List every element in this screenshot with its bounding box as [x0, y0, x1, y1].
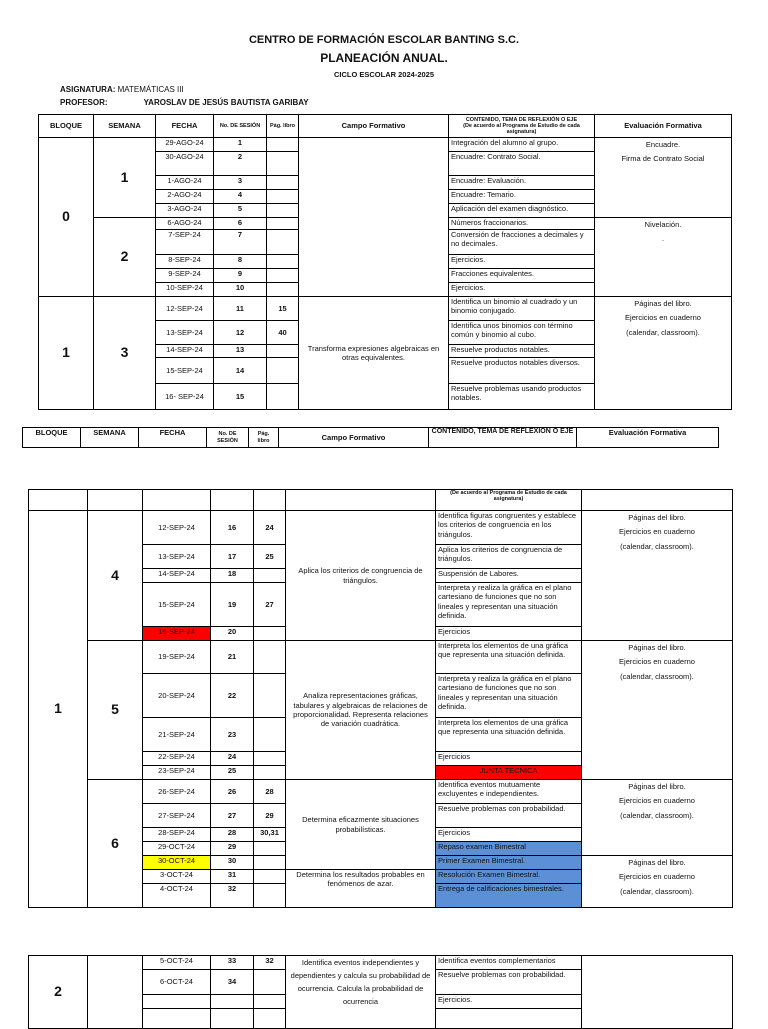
sesion-cell: 33 [211, 956, 254, 970]
pag-cell: 29 [254, 804, 286, 828]
sesion-cell: 20 [211, 627, 254, 641]
pag-cell: 15 [267, 297, 299, 321]
evaluacion-line: Páginas del libro. [628, 782, 686, 791]
header-sesion: No. DE SESIÓN [207, 428, 249, 448]
sesion-cell: 28 [211, 828, 254, 842]
header-evaluacion: Evaluación Formativa [595, 115, 732, 138]
evaluacion-line: Ejercicios en cuaderno [619, 872, 695, 882]
evaluacion-line: (calendar, classroom). [620, 541, 694, 551]
header-bloque: BLOQUE [39, 115, 94, 138]
fecha-cell: 26-SEP-24 [143, 780, 211, 804]
sesion-cell [211, 1009, 254, 1029]
sesion-cell: 22 [211, 674, 254, 718]
plan-table-1 [38, 114, 732, 410]
sesion-cell: 32 [211, 884, 254, 908]
pag-cell [254, 842, 286, 856]
pag-cell [254, 569, 286, 583]
contenido-cell: Resuelve productos notables. [449, 345, 595, 358]
table-row [29, 780, 733, 804]
pag-cell [254, 884, 286, 908]
contenido-cell: Interpreta y realiza la gráfica en el plano cartesiano de funciones que no son lineales y representan una situación definida. [436, 674, 582, 718]
contenido-cell: Integración del alumno al grupo. [449, 138, 595, 152]
contenido-cell: Encuadre: Contrato Social. [449, 152, 595, 176]
empty-cell [582, 490, 733, 511]
fecha-cell: 16- SEP-24 [156, 384, 214, 410]
table-row [29, 956, 733, 970]
pag-cell [254, 970, 286, 995]
evaluacion-line: (calendar, classroom). [620, 886, 694, 896]
fecha-cell: 6-AGO-24 [156, 218, 214, 230]
fecha-cell: 23-SEP-24 [143, 766, 211, 780]
pag-cell [267, 204, 299, 218]
semana-cell: 4 [88, 511, 143, 641]
pag-cell [254, 1009, 286, 1029]
fecha-cell: 30-AGO-24 [156, 152, 214, 176]
evaluacion-line: Páginas del libro. [628, 513, 686, 522]
contenido-cell: Identifica unos binomios con término común y binomio al cubo. [449, 321, 595, 345]
evaluacion-line: Páginas del libro. [628, 858, 686, 867]
fecha-cell: 13-SEP-24 [156, 321, 214, 345]
contenido-cell: Ejercicios [436, 752, 582, 766]
sesion-cell: 16 [211, 511, 254, 545]
campo-cell: Identifica eventos independientes y dependientes y calcula su probabilidad de ocurrencia. Calcula la probabilidad de ocurrencia [286, 956, 436, 1029]
evaluacion-line: (calendar, classroom). [626, 327, 700, 337]
sesion-cell: 8 [214, 255, 267, 269]
pag-cell: 25 [254, 545, 286, 569]
sesion-cell: 1 [214, 138, 267, 152]
pag-cell [267, 230, 299, 255]
fecha-cell: 21-SEP-24 [143, 718, 211, 752]
contenido-cell: Identifica eventos mutuamente excluyentes e independientes. [436, 780, 582, 804]
subject-line [60, 85, 184, 94]
bloque-cell: 2 [29, 956, 88, 1029]
document-title: PLANEACIÓN ANUAL. [320, 51, 448, 65]
pag-cell [254, 995, 286, 1009]
fecha-cell: 10-SEP-24 [156, 283, 214, 297]
evaluacion-cell [582, 511, 733, 641]
evaluacion-line: Firma de Contrato Social [621, 154, 705, 164]
fecha-cell: 12-SEP-24 [143, 511, 211, 545]
pag-cell [267, 176, 299, 190]
fecha-cell: 12-SEP-24 [156, 297, 214, 321]
pag-cell [254, 627, 286, 641]
fecha-cell: 5-OCT-24 [143, 956, 211, 970]
contenido-cell: Repaso examen Bimestral [436, 842, 582, 856]
header-row [39, 115, 732, 138]
empty-cell [211, 490, 254, 511]
pag-cell [254, 752, 286, 766]
fecha-cell [143, 995, 211, 1009]
contenido-cell: Conversión de fracciones a decimales y no decimales. [449, 230, 595, 255]
evaluacion-line: Ejercicios en cuaderno [619, 796, 695, 806]
contenido-cell: Ejercicios [436, 627, 582, 641]
pag-cell [267, 269, 299, 283]
contenido-cell: Resuelve problemas usando productos notables. [449, 384, 595, 410]
fecha-cell: 15-SEP-24 [156, 358, 214, 384]
table-row [29, 511, 733, 545]
evaluacion-line: Páginas del libro. [634, 299, 692, 308]
pag-cell [267, 218, 299, 230]
fecha-cell: 29-AGO-24 [156, 138, 214, 152]
contenido-cell: Resuelve problemas con probabilidad. [436, 804, 582, 828]
sesion-cell: 18 [211, 569, 254, 583]
campo-cell: Aplica los criterios de congruencia de triángulos. [286, 511, 436, 641]
repeat-header-table [22, 427, 719, 448]
empty-cell [88, 490, 143, 511]
header-bloque: BLOQUE [23, 428, 81, 448]
header-contenido [449, 115, 595, 138]
contenido-cell: Interpreta los elementos de una gráfica que representa una situación definida. [436, 641, 582, 674]
pag-cell [267, 358, 299, 384]
pag-cell [267, 384, 299, 410]
evaluacion-line: . [661, 234, 665, 244]
evaluacion-cell [595, 218, 732, 297]
pag-cell [254, 718, 286, 752]
sesion-cell: 23 [211, 718, 254, 752]
sesion-cell: 21 [211, 641, 254, 674]
header-fecha: FECHA [139, 428, 207, 448]
sesion-cell: 4 [214, 190, 267, 204]
header-campo: Campo Formativo [299, 115, 449, 138]
sesion-cell: 10 [214, 283, 267, 297]
pag-cell [254, 870, 286, 884]
sesion-cell: 13 [214, 345, 267, 358]
fecha-cell: 20-SEP-24 [143, 674, 211, 718]
header-sesion: No. DE SESIÓN [214, 115, 267, 138]
pag-cell: 28 [254, 780, 286, 804]
fecha-cell: 19-SEP-24 [143, 641, 211, 674]
sesion-cell: 17 [211, 545, 254, 569]
pag-cell [267, 152, 299, 176]
semana-cell: 2 [94, 218, 156, 297]
fecha-cell: 8-SEP-24 [156, 255, 214, 269]
header-contenido-note: (De acuerdo al Programa de Estudio de cada asignatura) [436, 490, 582, 511]
sesion-cell: 11 [214, 297, 267, 321]
semana-cell: 1 [94, 138, 156, 218]
campo-cell: Determina eficazmente situaciones probabilísticas. [286, 780, 436, 870]
sesion-cell: 2 [214, 152, 267, 176]
contenido-cell: Identifica figuras congruentes y establece los criterios de congruencia en los triángulos. [436, 511, 582, 545]
empty-cell [286, 490, 436, 511]
semana-cell [88, 956, 143, 1029]
header-row [23, 428, 719, 448]
campo-cell: Analiza representaciones gráficas, tabulares y algebraicas de relaciones de proporcionalidad. Representa relaciones de variación cuadrática. [286, 641, 436, 780]
pag-cell: 30,31 [254, 828, 286, 842]
fecha-cell: 28-SEP-24 [143, 828, 211, 842]
fecha-cell: 27-SEP-24 [143, 804, 211, 828]
fecha-cell: 1-AGO-24 [156, 176, 214, 190]
bloque-cell: 0 [39, 138, 94, 297]
evaluacion-cell [582, 856, 733, 908]
table-row [29, 641, 733, 674]
sesion-cell: 26 [211, 780, 254, 804]
contenido-cell: Entrega de calificaciones bimestrales. [436, 884, 582, 908]
evaluacion-cell [582, 956, 733, 1029]
contenido-cell: Ejercicios. [449, 283, 595, 297]
sesion-cell: 25 [211, 766, 254, 780]
evaluacion-line: Páginas del libro. [628, 643, 686, 652]
pag-cell: 32 [254, 956, 286, 970]
fecha-cell: 4-OCT-24 [143, 884, 211, 908]
sesion-cell: 6 [214, 218, 267, 230]
evaluacion-cell [595, 297, 732, 410]
campo-cell: Transforma expresiones algebraicas en otras equivalentes. [299, 297, 449, 410]
teacher-line [60, 98, 309, 107]
fecha-cell: 13-SEP-24 [143, 545, 211, 569]
sesion-cell: 29 [211, 842, 254, 856]
header-contenido: CONTENIDO, TEMA DE REFLEXIÓN O EJE [429, 428, 577, 448]
evaluacion-line: Ejercicios en cuaderno [619, 657, 695, 667]
contenido-cell: Primer Examen Bimestral. [436, 856, 582, 870]
evaluacion-line: (calendar, classroom). [620, 671, 694, 681]
contenido-cell: Aplicación del examen diagnóstico. [449, 204, 595, 218]
sesion-cell: 5 [214, 204, 267, 218]
contenido-cell: JUNTA TÉCNICA [436, 766, 582, 780]
pag-cell [254, 641, 286, 674]
header-contenido-note: (De acuerdo al Programa de Estudio de cada asignatura) [463, 122, 580, 136]
pag-cell [254, 766, 286, 780]
plan-table-3 [28, 955, 733, 1029]
fecha-cell: 14-SEP-24 [143, 569, 211, 583]
header-semana: SEMANA [81, 428, 139, 448]
table-row [39, 297, 732, 321]
pag-cell: 24 [254, 511, 286, 545]
fecha-cell: 16-SEP-24 [143, 627, 211, 641]
fecha-cell: 2-AGO-24 [156, 190, 214, 204]
sesion-cell [211, 995, 254, 1009]
header-fecha: FECHA [156, 115, 214, 138]
header-campo: Campo Formativo [279, 428, 429, 448]
fecha-cell: 7-SEP-24 [156, 230, 214, 255]
header-semana: SEMANA [94, 115, 156, 138]
campo-cell [299, 138, 449, 297]
contenido-cell: Identifica eventos complementarios [436, 956, 582, 970]
fecha-cell: 3-AGO-24 [156, 204, 214, 218]
evaluacion-cell [582, 780, 733, 856]
header-pag: Pág. libro [267, 115, 299, 138]
sesion-cell: 31 [211, 870, 254, 884]
school-title: CENTRO DE FORMACIÓN ESCOLAR BANTING S.C. [248, 34, 520, 46]
empty-cell [29, 490, 88, 511]
sesion-cell: 12 [214, 321, 267, 345]
contenido-cell: Resuelve problemas con probabilidad. [436, 970, 582, 995]
contenido-cell: Ejercicios [436, 828, 582, 842]
teacher-value: YAROSLAV DE JESÚS BAUTISTA GARIBAY [143, 98, 309, 107]
evaluacion-line: Nivelación. [644, 220, 682, 229]
subject-value: MATEMÁTICAS III [117, 85, 184, 94]
contenido-cell: Números fraccionarios. [449, 218, 595, 230]
plan-table-2 [28, 489, 733, 908]
campo-cell: Determina los resultados probables en fenómenos de azar. [286, 870, 436, 908]
semana-cell: 5 [88, 641, 143, 780]
sesion-cell: 34 [211, 970, 254, 995]
evaluacion-cell [595, 138, 732, 218]
pag-cell [267, 138, 299, 152]
contenido-cell: Resolución Examen Bimestral. [436, 870, 582, 884]
contenido-cell: Encuadre: Temario. [449, 190, 595, 204]
contenido-cell: Suspensión de Labores. [436, 569, 582, 583]
fecha-cell: 29-OCT-24 [143, 842, 211, 856]
sesion-cell: 7 [214, 230, 267, 255]
table-row [29, 490, 733, 511]
evaluacion-line: Encuadre. [645, 140, 681, 149]
contenido-cell: Encuadre: Evaluación. [449, 176, 595, 190]
contenido-cell: Identifica un binomio al cuadrado y un binomio conjugado. [449, 297, 595, 321]
sesion-cell: 30 [211, 856, 254, 870]
pag-cell [267, 283, 299, 297]
contenido-cell: Fracciones equivalentes. [449, 269, 595, 283]
sesion-cell: 14 [214, 358, 267, 384]
sesion-cell: 3 [214, 176, 267, 190]
header-pag: Pág. libro [249, 428, 279, 448]
bloque-cell: 1 [29, 511, 88, 908]
evaluacion-line: Ejercicios en cuaderno [625, 313, 701, 323]
fecha-cell: 9-SEP-24 [156, 269, 214, 283]
sesion-cell: 15 [214, 384, 267, 410]
pag-cell: 40 [267, 321, 299, 345]
empty-cell [143, 490, 211, 511]
evaluacion-line: (calendar, classroom). [620, 810, 694, 820]
teacher-label: PROFESOR: [60, 98, 108, 107]
bloque-cell: 1 [39, 297, 94, 410]
fecha-cell: 14-SEP-24 [156, 345, 214, 358]
pag-cell [267, 345, 299, 358]
header-contenido-title: CONTENIDO, TEMA DE REFLEXIÓN O EJE [465, 116, 578, 123]
subject-label: ASIGNATURA: [60, 85, 116, 94]
sesion-cell: 27 [211, 804, 254, 828]
contenido-cell: Interpreta y realiza la gráfica en el plano cartesiano de funciones que no son lineales y representan una situación definida. [436, 583, 582, 627]
sesion-cell: 9 [214, 269, 267, 283]
pag-cell [267, 190, 299, 204]
fecha-cell: 15-SEP-24 [143, 583, 211, 627]
pag-cell [254, 856, 286, 870]
contenido-cell [436, 1009, 582, 1029]
semana-cell: 6 [88, 780, 143, 908]
evaluacion-cell [582, 641, 733, 780]
contenido-cell: Ejercicios. [449, 255, 595, 269]
fecha-cell: 22-SEP-24 [143, 752, 211, 766]
empty-cell [254, 490, 286, 511]
sesion-cell: 24 [211, 752, 254, 766]
pag-cell: 27 [254, 583, 286, 627]
contenido-cell: Resuelve productos notables diversos. [449, 358, 595, 384]
contenido-cell: Aplica los criterios de congruencia de triángulos. [436, 545, 582, 569]
fecha-cell: 30-OCT-24 [143, 856, 211, 870]
semana-cell: 3 [94, 297, 156, 410]
evaluacion-line: Ejercicios en cuaderno [619, 527, 695, 537]
pag-cell [267, 255, 299, 269]
header-evaluacion: Evaluación Formativa [577, 428, 719, 448]
pag-cell [254, 674, 286, 718]
sesion-cell: 19 [211, 583, 254, 627]
fecha-cell: 3-OCT-24 [143, 870, 211, 884]
fecha-cell: 6-OCT-24 [143, 970, 211, 995]
table-row [39, 138, 732, 152]
contenido-cell: Ejercicios. [436, 995, 582, 1009]
fecha-cell [143, 1009, 211, 1029]
contenido-cell: Interpreta los elementos de una gráfica que representa una situación definida. [436, 718, 582, 752]
school-cycle: CICLO ESCOLAR 2024-2025 [333, 70, 435, 79]
